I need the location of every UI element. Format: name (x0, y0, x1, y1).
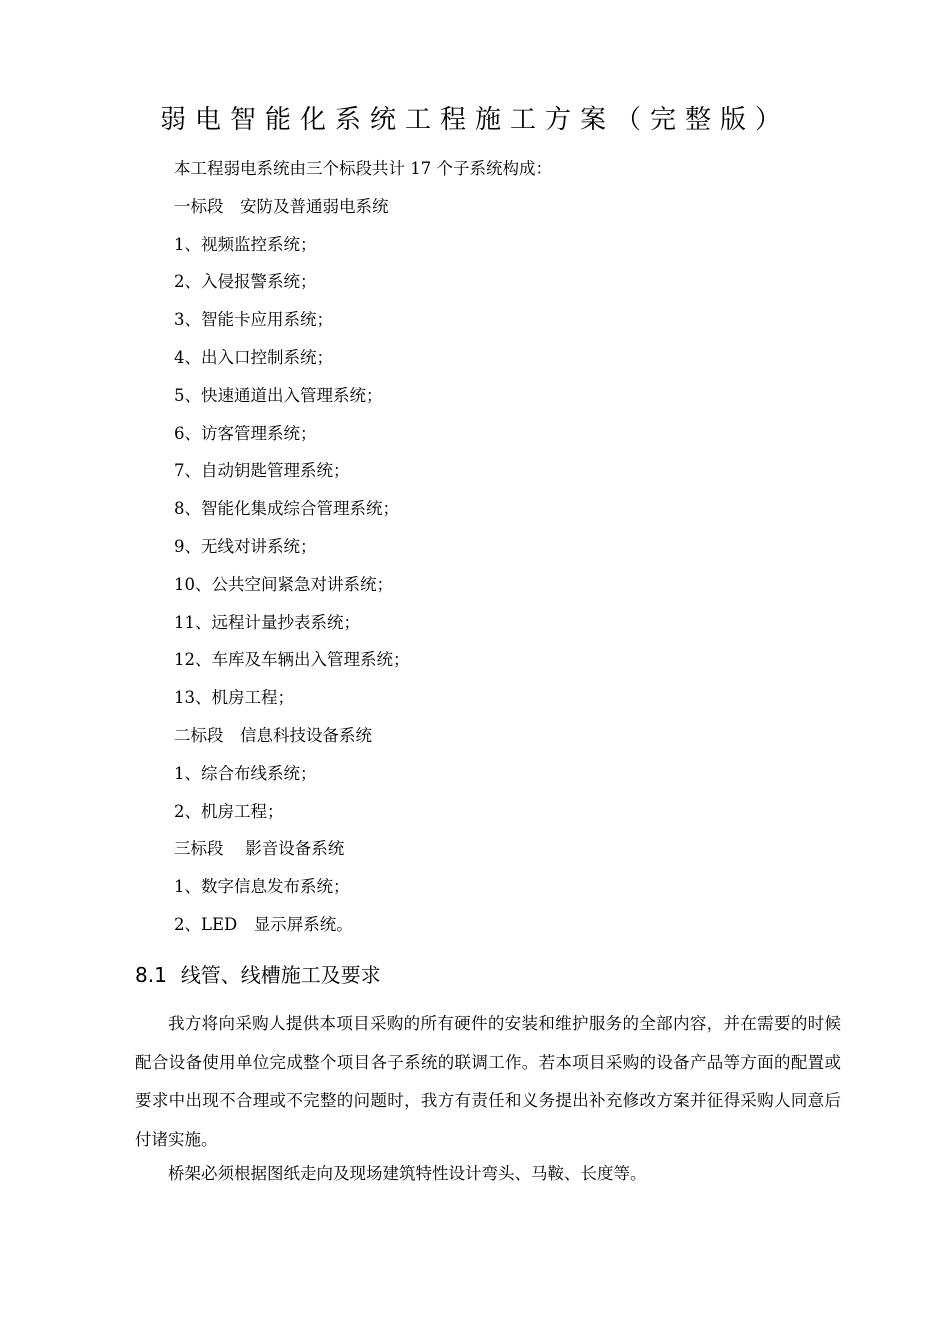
list-item: 3、智能卡应用系统； (174, 310, 333, 330)
list-item: 10、公共空间紧急对讲系统； (174, 574, 393, 594)
list-item: 2、LED 显示屏系统。 (174, 914, 353, 934)
list-item: 12、车库及车辆出入管理系统； (174, 650, 410, 670)
list-item: 2、机房工程； (174, 801, 284, 821)
list-item: 1、视频监控系统； (174, 234, 317, 254)
list-item: 二标段 信息科技设备系统 (174, 725, 372, 745)
section-title: 线管、线槽施工及要求 (180, 963, 381, 987)
section-paragraph: 我方将向采购人提供本项目采购的所有硬件的安装和维护服务的全部内容，并在需要的时候配合设备使用单位完成整个项目各子系统的联调工作。若本项目采购的设备产品等方面的配置或要求中出现不合理或不完整的问题时，我方有责任和义务提出补充修改方案并征得采购人同意后付诸实施。 (135, 1014, 841, 1149)
list-item: 一标段 安防及普通弱电系统 (174, 196, 389, 216)
list-item: 9、无线对讲系统； (174, 536, 317, 556)
list-item: 11、远程计量抄表系统； (174, 612, 360, 632)
list-item: 7、自动钥匙管理系统； (174, 461, 350, 481)
list-item: 5、快速通道出入管理系统； (174, 385, 383, 405)
subsystem-list (174, 150, 552, 944)
list-item: 三标段 影音设备系统 (174, 839, 345, 859)
list-item: 13、机房工程； (174, 688, 294, 708)
section-paragraph: 桥架必须根据图纸走向及现场建筑特性设计弯头、马鞍、长度等。 (168, 1164, 647, 1183)
list-item: 本工程弱电系统由三个标段共计 17 个子系统构成： (174, 159, 552, 178)
list-item: 1、综合布线系统； (174, 763, 317, 783)
section-heading (135, 955, 381, 995)
list-item: 6、访客管理系统； (174, 423, 317, 443)
list-item: 8、智能化集成综合管理系统； (174, 499, 399, 519)
document-title: 弱电智能化系统工程施工方案（完整版） (159, 105, 790, 135)
list-item: 2、入侵报警系统； (174, 272, 317, 292)
list-item: 1、数字信息发布系统； (174, 877, 350, 897)
list-item: 4、出入口控制系统； (174, 347, 333, 367)
section-number: 8.1 (135, 963, 167, 987)
